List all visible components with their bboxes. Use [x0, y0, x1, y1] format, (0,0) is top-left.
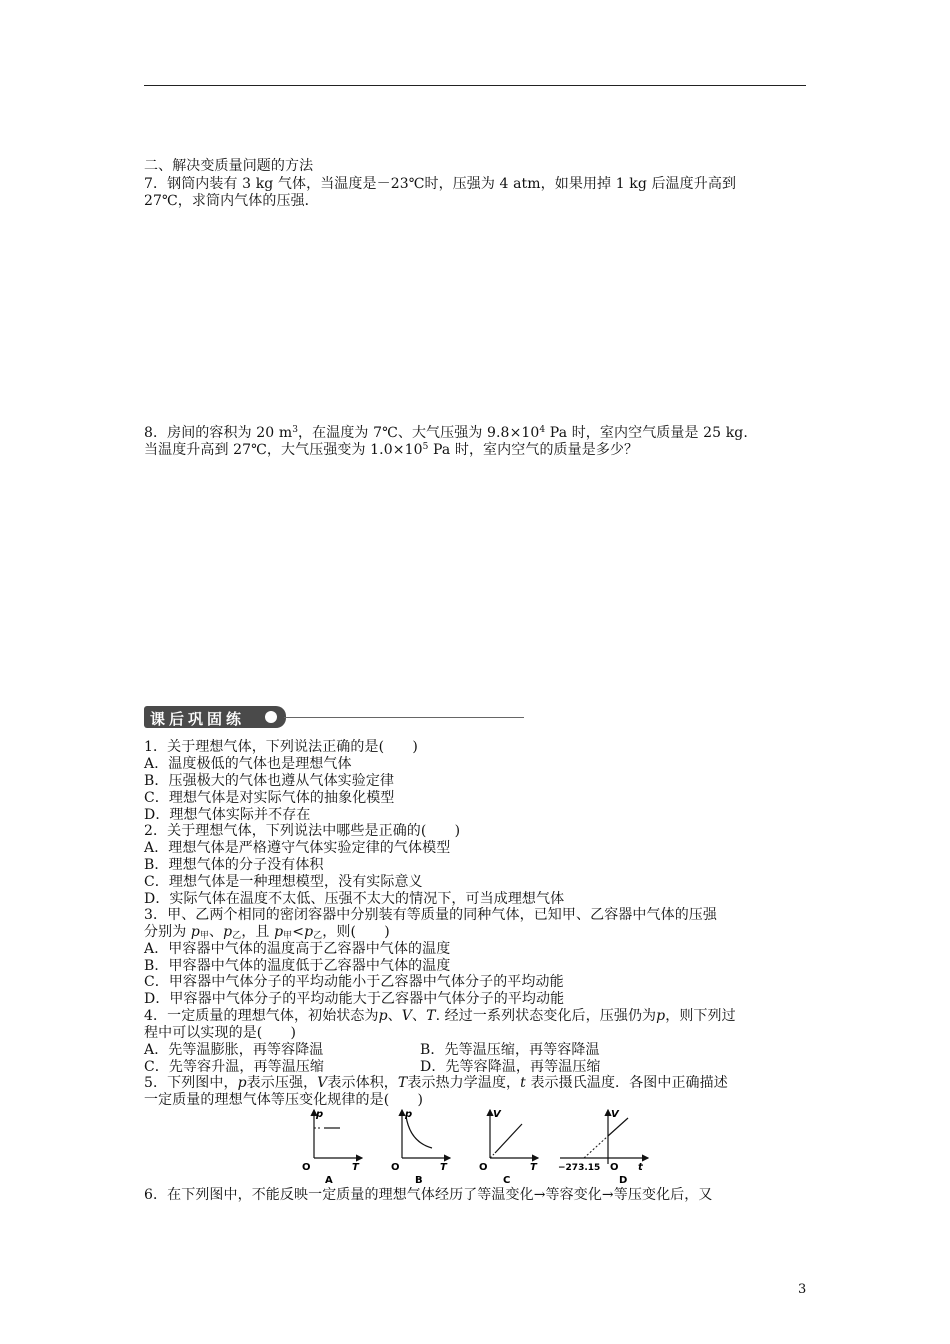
q6-stem: 6．在下列图中，不能反映一定质量的理想气体经历了等温变化→等容变化→等压变化后，又: [144, 1187, 713, 1203]
graph-c-x-label: T: [530, 1162, 537, 1173]
graph-b-x-label: T: [440, 1162, 447, 1173]
graph-c-caption: C: [503, 1175, 511, 1184]
graph-a-y-label: p: [316, 1109, 324, 1120]
page-number: 3: [798, 1282, 807, 1297]
q2-option-d: D．实际气体在温度不太低、压强不太大的情况下，可当成理想气体: [144, 891, 565, 907]
q4-stem-line2: 程中可以实现的是( ): [144, 1025, 297, 1041]
q1-stem: 1．关于理想气体，下列说法正确的是( ): [144, 739, 418, 755]
graph-d-caption: D: [619, 1175, 628, 1184]
graph-d-origin: O: [610, 1162, 619, 1173]
banner-title: 课后巩固练: [150, 710, 246, 728]
q2-stem: 2．关于理想气体，下列说法中哪些是正确的( ): [144, 823, 461, 839]
q2-option-c: C．理想气体是一种理想模型，没有实际意义: [144, 874, 423, 890]
graph-b-caption: B: [415, 1175, 423, 1184]
q1-option-d: D．理想气体实际并不存在: [144, 807, 311, 823]
q4-options-ab: [144, 1042, 600, 1059]
graph-a-caption: A: [325, 1175, 333, 1184]
q5-graphs: [292, 1106, 662, 1184]
q5-stem-line2: 一定质量的理想气体等压变化规律的是( ): [144, 1092, 424, 1108]
header-rule: [144, 85, 806, 86]
graph-d-intercept: −273.15: [558, 1163, 601, 1173]
q2-option-a: A．理想气体是严格遵守气体实验定律的气体模型: [144, 840, 451, 856]
graph-d-x-label: t: [638, 1162, 643, 1173]
q3-option-c: C．甲容器中气体分子的平均动能小于乙容器中气体分子的平均动能: [144, 974, 564, 990]
graph-c-origin: O: [479, 1162, 488, 1173]
graph-b-y-label: p: [405, 1109, 413, 1120]
q3-stem-line1: 3．甲、乙两个相同的密闭容器中分别装有等质量的同种气体，已知甲、乙容器中气体的压强: [144, 907, 718, 923]
banner-rule: [284, 717, 524, 718]
q8-line2: 当温度升高到 27℃，大气压强变为 $1.0\times 10^5$ Pa 时，室内空气的质量是多少？: [144, 442, 639, 458]
q3-stem-line2: 分别为 $p_甲$、$p_乙$，且 $p_甲<p_乙$，则( ): [144, 924, 390, 941]
q3-option-b: B．甲容器中气体的温度低于乙容器中气体的温度: [144, 958, 451, 974]
q4-option-b: B．先等温压缩，再等容降温: [420, 1042, 600, 1058]
q7-line1: 7．钢筒内装有 3 kg 气体，当温度是－23℃时，压强为 4 atm，如果用掉 1 kg 后温度升高到: [144, 176, 737, 192]
graph-c-y-label: V: [493, 1109, 501, 1120]
section-banner: [144, 706, 524, 728]
q8-line1: 8．房间的容积为 20 $m^3$，在温度为 7℃、大气压强为 $9.8\times 10^4$ Pa 时，室内空气质量是 25 kg.: [144, 425, 748, 441]
graph-c: [479, 1109, 538, 1184]
q3-option-a: A．甲容器中气体的温度高于乙容器中气体的温度: [144, 941, 451, 957]
graph-b-origin: O: [391, 1162, 400, 1173]
q4-option-c: C．先等容升温，再等温压缩: [144, 1059, 325, 1075]
graph-b: [391, 1109, 450, 1184]
q4-stem-line1: 4．一定质量的理想气体，初始状态为p、V、T. 经过一系列状态变化后，压强仍为p，则下列过: [144, 1008, 736, 1024]
banner-dot-icon: [265, 711, 277, 723]
q2-option-b: B．理想气体的分子没有体积: [144, 857, 324, 873]
q3-option-d: D．甲容器中气体分子的平均动能大于乙容器中气体分子的平均动能: [144, 991, 565, 1007]
q1-option-a: A．温度极低的气体也是理想气体: [144, 756, 352, 772]
q7-line2: 27℃，求筒内气体的压强．: [144, 193, 319, 209]
graph-a-origin: O: [302, 1162, 311, 1173]
q4-option-a: A．先等温膨胀，再等容降温: [144, 1042, 324, 1058]
graph-d-y-label: V: [611, 1109, 619, 1120]
q1-option-c: C．理想气体是对实际气体的抽象化模型: [144, 790, 395, 806]
q5-stem-line1: 5．下列图中，p表示压强，V表示体积，T表示热力学温度，t 表示摄氏温度．各图中正确描述: [144, 1075, 728, 1091]
graph-d: [558, 1109, 648, 1184]
section-heading: 二、解决变质量问题的方法: [144, 158, 314, 174]
q1-option-b: B．压强极大的气体也遵从气体实验定律: [144, 773, 395, 789]
graph-a: [302, 1109, 362, 1184]
q4-options-cd: [144, 1059, 601, 1076]
q4-option-d: D．先等容降温，再等温压缩: [420, 1059, 601, 1075]
graph-a-x-label: T: [352, 1162, 359, 1173]
